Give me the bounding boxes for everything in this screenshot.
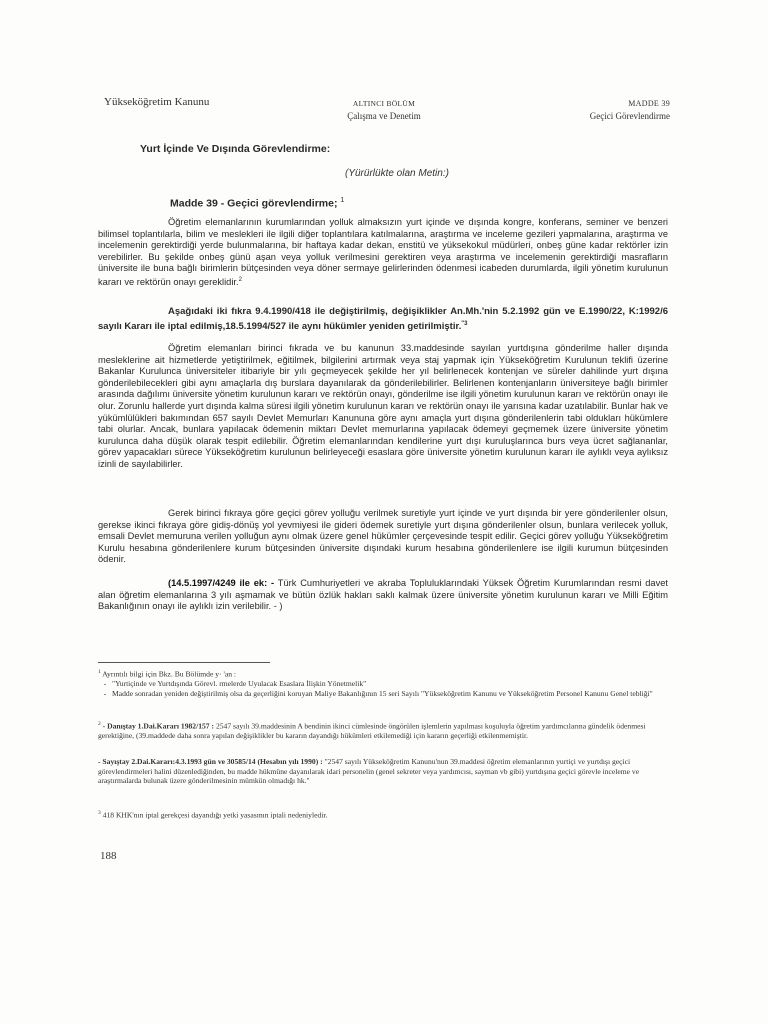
footnote-3 — [98, 809, 678, 820]
paragraph-4-text: Türk Cumhuriyetleri ve akraba Topluluklarındaki Yüksek Öğretim Kurumlarından resmi davet alan öğretim elemanlarına 3 yılı aşmamak ve bütün özlük hakları saklı kalmak üzere üniversite yönetim kurulunun kararı ve Milli Eğitim Bakanlığının onayı ile aylıklı izin verilebilir. - ) — [98, 578, 668, 612]
footnote-2-ruling: - Danıştay 1.Dai.Kararı 1982/157 : — [102, 721, 215, 731]
footnote-4-text: 418 KHK'nın iptal gerekçesi dayandığı yetki yasasının iptali nedeniyledir. — [102, 810, 328, 820]
footnote-3-ruling: - Sayıştay 2.Dai.Kararı:4.3.1993 gün ve 30585/14 (Hesabın yılı 1990) : — [98, 757, 323, 766]
footnote-1-item-2: Madde sonradan yeniden değiştirilmiş olsa da geçerliğini koruyan Maliye Bakanlığının 15 seri Sayılı "Yükseköğretim Kanunu ve Yükseköğretim Personel Kanunu Genel tebliği" — [112, 688, 653, 698]
paragraph-1-text: Öğretim elemanlarının kurumlarından yolluk almaksızın yurt içinde ve dışında kongre, konferans, seminer ve benzeri bilimsel toplantılarla, bilim ve meslekleri ile ilgili diğer toplantılara katılmalarına, araştırma ve inceleme gezileri yapmalarına, araştırma ve incelemenin gerektirdiği yerde bulunmalarına, bir haftaya kadar dekan, enstitü ve yüksekokul müdürleri, onbeş güne kadar rektörler izin verebilirler. Bu şekilde onbeş günü aşan veya yolluk verilmesini gerektiren veya araştırma ve incelemenin gerektirdiği masrafların üniversite ile buna bağlı birimlerin bütçesinden veya döner sermaye gelirlerinden ödenmesi icabeden durumlarda, ilgili yönetim kurulunun kararı ve rektörün onayı gereklidir. — [98, 217, 668, 288]
chapter-title: Çalışma ve Denetim — [347, 111, 421, 121]
paragraph-4 — [98, 578, 668, 613]
chapter-label: ALTINCI BÖLÜM — [352, 99, 416, 108]
footnote-3-text: "2547 sayılı Yükseköğretim Kanunu'nun 39.maddesi öğretim elemanlarının yurtiçi ve yurtdışı geçici görevlendirmeleri halini düzenlediğinden, bu madde hükmüne dayanılarak idari personelin (genel sekreter veya yardımcısı, sayman vb gibi) yurtdışına geçici görevle inceleme ve araştırmalarda bulunak üzere gönderilmesinin mümkün olmadığı hk." — [98, 757, 640, 786]
footnote-1: $^1$ Ayrıntılı bilgi için Bkz. Bu Bölümde y· 'an : - "Yurtiçinde ve Yurtdışında Görevl. rmelerde Uyulacak Esaslara İlişkin Yönetmelik" - Madde sonradan yeniden değiştirilmiş olsa da geçerliğini koruyan Maliye Bakanlığının 15 seri Sayılı "Yükseköğretim Kanunu ve Yükseköğretim Personel Kanunu Genel tebliği" — [98, 669, 653, 698]
footnote-ref: 1 — [340, 197, 345, 204]
footnote-ref: "3 — [461, 321, 468, 327]
footnote-1-item-1: "Yurtiçinde ve Yurtdışında Görevl. rmelerde Uyulacak Esaslara İlişkin Yönetmelik" — [112, 679, 367, 689]
section-title: Yurt İçinde Ve Dışında Görevlendirme: — [140, 143, 331, 155]
article-label: MADDE 39 — [628, 99, 670, 108]
amendment-ref: (14.5.1997/4249 ile ek: - — [168, 578, 275, 588]
footnote-mark: 3 — [98, 810, 101, 816]
footnote-2-text: 2547 sayılı 39.maddesinin A bendinin ikinci cümlesinde öngörülen işlemlerin yapılması koşuluyla öğretim yardımcılarına gündelik ödenmesi gerektiğine, (39.maddede daha sonra yapılan değişiklikler bu kararın dayandığı hükümleri etkilemediği için kararın geçerliği etkilenmemiştir. — [98, 721, 646, 741]
amendment-note — [98, 306, 668, 333]
footnote-mark: 2 — [98, 721, 101, 727]
section-subtitle: (Yürürlükte olan Metin:) — [345, 168, 449, 179]
article-heading — [170, 197, 344, 210]
running-header-right — [540, 98, 670, 122]
footnote-divider — [98, 662, 270, 663]
running-header-left: Yükseköğretim Kanunu — [104, 96, 210, 108]
paragraph-3 — [98, 508, 668, 566]
amendment-note-text: Aşağıdaki iki fıkra 9.4.1990/418 ile değiştirilmiş, değişiklikler An.Mh.'nin 5.2.1992 gün ve E.1990/22, K:1992/6 sayılı Kararı ile iptal edilmiş,18.5.1994/527 ile aynı hükümler yeniden getirilmiştir. — [98, 306, 668, 333]
running-header-center — [300, 98, 468, 122]
footnote-mark: 1 — [98, 669, 101, 675]
page-number: 188 — [100, 850, 117, 862]
footnote-1-intro: Ayrıntılı bilgi için Bkz. Bu Bölümde y· 'an : — [102, 669, 236, 679]
article-heading-text: Madde 39 - Geçici görevlendirme; — [170, 197, 338, 210]
paragraph-2 — [98, 343, 668, 471]
paragraph-3-text: Gerek birinci fıkraya göre geçici görev yolluğu verilmek suretiyle yurt içinde ve yurt dışında bir yere gönderilenler olsun, gerekse ikinci fıkraya göre gidiş-dönüş yol yevmiyesi ile gideri ödemek suretiyle yurt dışına gönderilenler olsun, bunlara verilecek yolluk, emsali Devlet memuruna verilen yolluğun aynı olmak üzere genel hükümler çerçevesinde tespit edilir. Geçici görev yolluğu Yükseköğretim Kurulu hesabına gönderilenlere kurum bütçesinden üniversite dışındaki kurum hesabına gönderilenlere ise ilgili kurumun bütçesinden ödenir. — [98, 508, 668, 565]
paragraph-2-text: Öğretim elemanları birinci fıkrada ve bu kanunun 33.maddesinde sayılan yurtdışına gönderilme haller dışında mesleklerine ait hizmetlerde yetiştirilmek, eğitilmek, bilgilerini artırmak veya staj yapmak için Yükseköğretim Kurulunun teklifi üzerine Bakanlar Kurulunca üniversiteler itibariyle bir yılı geçmeyecek şekilde her yıl belirlenecek kontenjan ve süreler dahilinde yurt dışına gönderilebilecekleri gibi aynı amaçlarla dış burslara dayanılarak da gönderilebilirler. Belirlenen kontenjanların üniversiteye bağlı birimler arasında dağılımı üniversite yönetim kurulunun kararı ve rektörün onayı, gönderilme ise ilgili yönetim kurulunun kararı ve rektörün onayı ile olur. Zorunlu hallerde yurt dışında kalma süresi ilgili yönetim kurulunun kararı ve rektörün onayı ile yarısına kadar uzatılabilir. Bunlar hak ve yükümlülükleri bakımından 657 sayılı Devlet Memurları Kanununa göre aynı amaçla yurt dışına gönderilenlerin tabi oldukları hükümlere tabi olurlar. Ancak, bunlara yapılacak ödemenin miktarı Devlet memurlarına yapılacak ödemeyi geçmemek üzere üniversite yönetim kurulunca daha düşük olarak tespit edilebilir. Öğretim elemanlarından kendilerine yurt dışı kuruluşlarınca burs veya ücret sağlananlar, görev yapacakları sürece Yükseköğretim kurulunun belirleyeceği esaslara göre üniversite yönetim kurulunun kararı ile aylıklı veya aylıksız izinli de sayılabilirler. — [98, 343, 668, 469]
footnote-ref: 2 — [238, 276, 242, 283]
footnote-2 — [98, 720, 678, 741]
article-title: Geçici Görevlendirme — [589, 111, 670, 121]
footnote-2-continued — [98, 757, 678, 786]
paragraph-1 — [98, 217, 668, 289]
